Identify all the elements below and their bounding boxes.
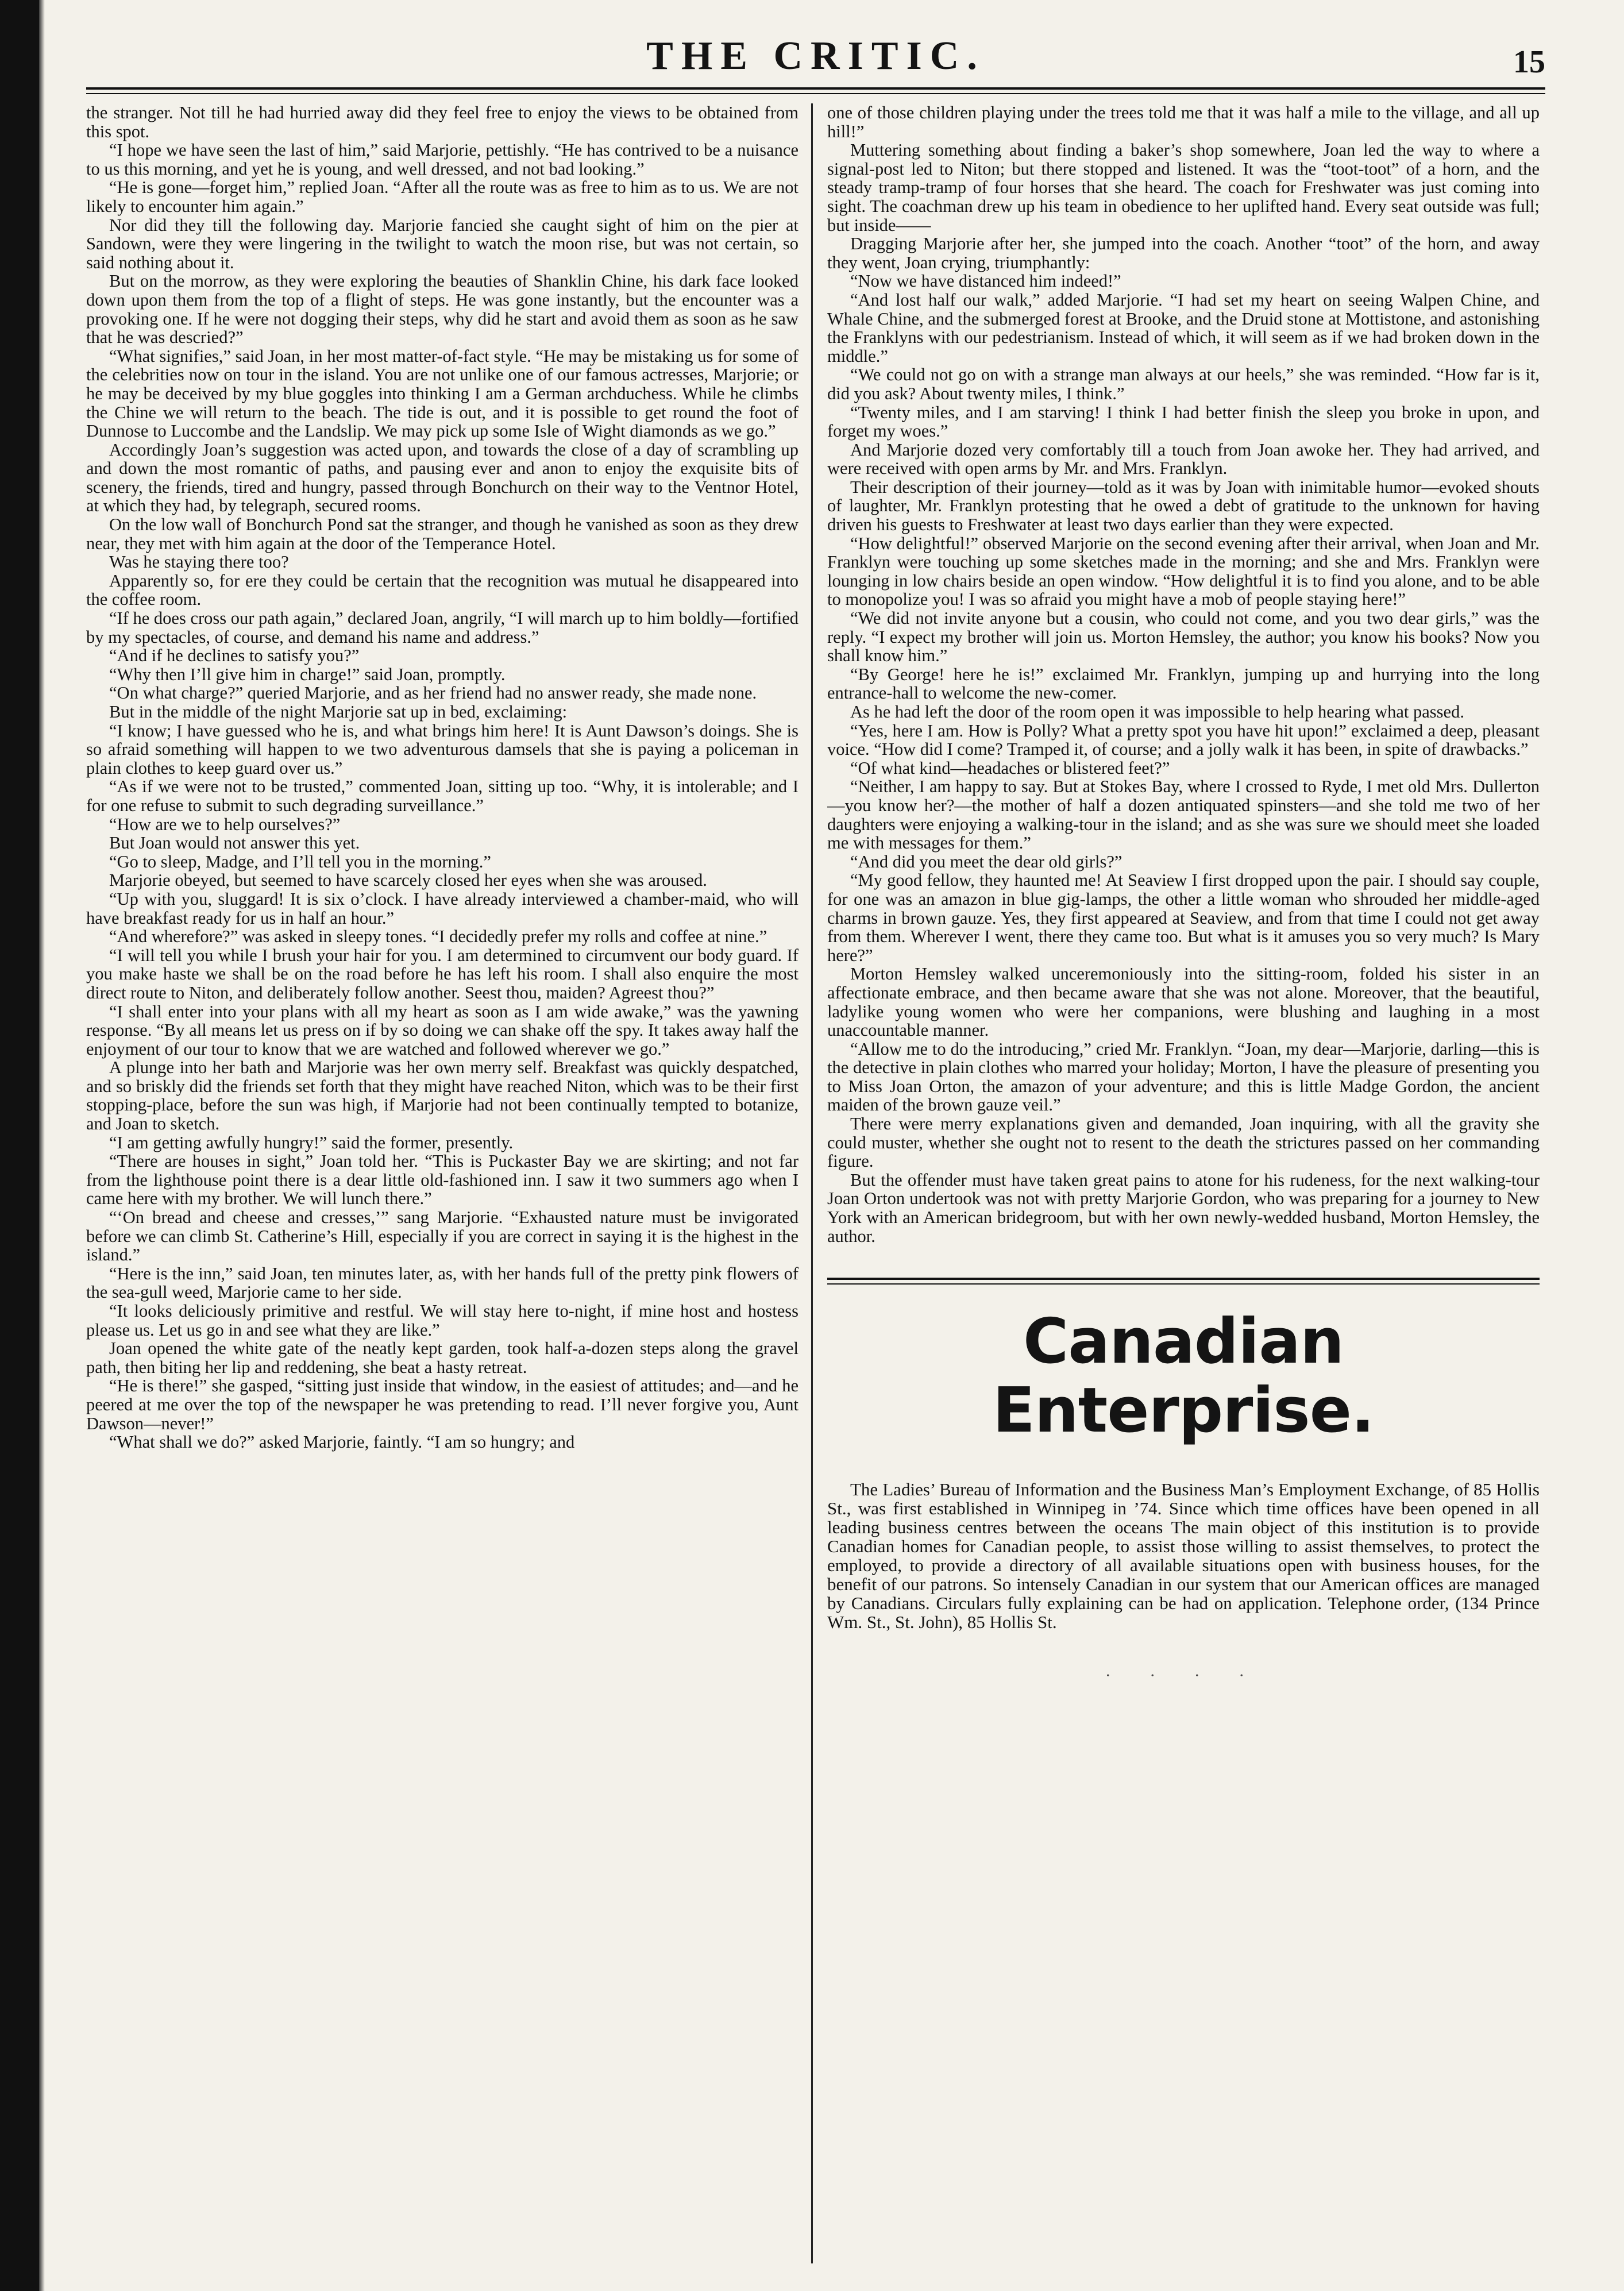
paragraph: “How are we to help ourselves?” bbox=[109, 814, 341, 834]
advertisement-heading: Canadian Enterprise. bbox=[993, 1306, 1374, 1447]
paragraph: “How delightful!” observed Marjorie on the second evening after their arrival, when Joan and Mr. Franklyn were touching up some sketches made in the morning; and she and Mrs. Franklyn were lounging in low chairs beside an open window. “How delightful it is to find you alone, and to be able to monopolize you! I was so afraid you might have a mob of people staying here!” bbox=[827, 533, 1540, 610]
paragraph: “My good fellow, they haunted me! At Seaview I first dropped upon the pair. I should say couple, for one was an amazon in blue gig-lamps, the other a little woman who shrouded her middle-aged charms in brown gauze. Yes, they first appeared at Seaview, and from that time I could not get away from them. Wherever I went, there they came too. But what is it amuses you so very much? Is Mary here?” bbox=[827, 870, 1540, 965]
paragraph: “Yes, here I am. How is Polly? What a pretty spot you have hit upon!” exclaimed a deep, pleasant voice. “How did I come? Tramped it, of course; and a jolly walk it has been, in spite of drawbacks.” bbox=[827, 720, 1540, 759]
paragraph: Joan opened the white gate of the neatly kept garden, took half-a-dozen steps along the gravel path, then biting her lip and reddening, she beat a hasty retreat. bbox=[86, 1339, 799, 1377]
paragraph: “‘On bread and cheese and cresses,’” sang Marjorie. “Exhausted nature must be invigorated before we can climb St. Catherine’s Hill, especially if you are correct in saying it is the highest in the island.” bbox=[86, 1208, 799, 1265]
paragraph: A plunge into her bath and Marjorie was her own merry self. Breakfast was quickly despatched, and so briskly did the friends set forth that they might have reached Niton, which was to be their first stopping-place, before the sun was high, if Marjorie had not been continually tempted to botanize, and Joan to sketch. bbox=[86, 1058, 799, 1134]
paragraph: “Of what kind—headaches or blistered feet?” bbox=[850, 758, 1170, 778]
masthead-rule bbox=[86, 87, 1545, 94]
paragraph: “Go to sleep, Madge, and I’ll tell you in the morning.” bbox=[109, 851, 491, 871]
paragraph: “Here is the inn,” said Joan, ten minutes later, as, with her hands full of the pretty pink flowers of the sea-gull weed, Marjorie came to her side. bbox=[86, 1263, 799, 1302]
paragraph: “I will tell you while I brush your hair for you. I am determined to circumvent our body guard. If you make haste we shall be on the road before he has left his room. I shall also enquire the most direct route to Niton, and deliberately follow another. Seest thou, maiden? Agreest thou?” bbox=[86, 945, 799, 1002]
paragraph: Dragging Marjorie after her, she jumped into the coach. Another “toot” of the horn, and away they went, Joan crying, triumphantly: bbox=[827, 234, 1540, 272]
paragraph: “We did not invite anyone but a cousin, who could not come, and you two dear girls,” was the reply. “I expect my brother will join us. Morton Hemsley, the author; you know his books? Now you shall know him.” bbox=[827, 608, 1540, 666]
paragraph: “And if he declines to satisfy you?” bbox=[109, 646, 360, 666]
paragraph: “By George! here he is!” exclaimed Mr. Franklyn, jumping up and hurrying into the long entrance-hall to welcome the new-comer. bbox=[827, 664, 1540, 703]
column-divider bbox=[811, 103, 813, 2263]
paragraph: “As if we were not to be trusted,” commented Joan, sitting up too. “Why, it is intolerable; and I for one refuse to submit to such degrading surveillance.” bbox=[86, 777, 799, 815]
paragraph: But the offender must have taken great pains to atone for his rudeness, for the next walking-tour Joan Orton undertook was not with pretty Marjorie Gordon, who was preparing for a journey to New York with an American bridegroom, but with her own newly-wedded husband, Morton Hemsley, the author. bbox=[827, 1170, 1540, 1246]
paragraph: “Now we have distanced him indeed!” bbox=[850, 271, 1121, 291]
paragraph: “Why then I’ll give him in charge!” said Joan, promptly. bbox=[109, 664, 506, 684]
page-number: 15 bbox=[1513, 44, 1545, 80]
paragraph: On the low wall of Bonchurch Pond sat the stranger, and though he vanished as soon as they drew near, they met with him again at the door of the Temperance Hotel. bbox=[86, 515, 799, 553]
paragraph: “Twenty miles, and I am starving! I think I had better finish the sleep you broke in upon, and forget my woes.” bbox=[827, 402, 1540, 441]
paragraph: “I know; I have guessed who he is, and what brings him here! It is Aunt Dawson’s doings. She is so afraid something will happen to we two adventurous damsels that she is paying a policeman in plain clothes to keep guard over us.” bbox=[86, 720, 799, 778]
paragraph: “It looks deliciously primitive and restful. We will stay here to-night, if mine host and hostess please us. Let us go in and see what they are like.” bbox=[86, 1301, 799, 1340]
paragraph: one of those children playing under the trees told me that it was half a mile to the village, and all up hill!” bbox=[827, 103, 1540, 141]
paragraph: “On what charge?” queried Marjorie, and as her friend had no answer ready, she made none. bbox=[109, 683, 757, 703]
paragraph: “If he does cross our path again,” declared Joan, angrily, “I will march up to him boldly—fortified by my spectacles, of course, and demand his name and address.” bbox=[86, 608, 799, 647]
paragraph: Nor did they till the following day. Marjorie fancied she caught sight of him on the pier at Sandown, were they were lingering in the twilight to watch the moon rise, but was not certain, so said nothing about it. bbox=[86, 215, 799, 272]
paragraph: There were merry explanations given and demanded, Joan inquiring, with all the gravity she could muster, whether she ought not to resent to the death the strictures passed on her commanding figure. bbox=[827, 1114, 1540, 1171]
paragraph: “What signifies,” said Joan, in her most matter-of-fact style. “He may be mistaking us for some of the celebrities now on tour in the island. You are not unlike one of our famous actresses, Marjorie; or he may be deceived by my blue goggles into thinking I am a German archduchess. While he climbs the Chine we will return to the beach. The tide is out, and it is possible to get round the foot of Dunnose to Luccombe and the Landslip. We may pick up some Isle of Wight diamonds as we go.” bbox=[86, 346, 799, 441]
paragraph: And Marjorie dozed very comfortably till a touch from Joan awoke her. They had arrived, and were received with open arms by Mr. and Mrs. Franklyn. bbox=[827, 439, 1540, 479]
paragraph: Apparently so, for ere they could be certain that the recognition was mutual he disappeared into the coffee room. bbox=[86, 570, 799, 610]
left-column bbox=[86, 103, 799, 2263]
paragraph: “What shall we do?” asked Marjorie, faintly. “I am so hungry; and bbox=[109, 1432, 575, 1452]
paragraph: “He is there!” she gasped, “sitting just inside that window, in the easiest of attitudes; and—and he peered at me over the top of the newspaper he was pretending to read. I’ll never forgive you, Aunt Dawson—never!” bbox=[86, 1376, 799, 1433]
paragraph: “Neither, I am happy to say. But at Stokes Bay, where I crossed to Ryde, I met old Mrs. Dullerton—you know her?—the mother of half a dozen antiquated spinsters—and she told me two of her daughters were enjoying a walking-tour in the island; and as she was sure we should meet she loaded me with messages for them.” bbox=[827, 777, 1540, 853]
right-column bbox=[827, 103, 1540, 2263]
paragraph: Morton Hemsley walked unceremoniously into the sitting-room, folded his sister in an affectionate embrace, and then became aware that she was not alone. Moreover, that the beautiful, ladylike young women who were her companions, were blushing and laughing in a most unaccountable manner. bbox=[827, 964, 1540, 1040]
binding-shadow bbox=[39, 0, 45, 2291]
paragraph: As he had left the door of the room open it was impossible to help hearing what passed. bbox=[850, 702, 1464, 722]
paragraph: Was he staying there too? bbox=[109, 552, 289, 572]
paragraph: “And wherefore?” was asked in sleepy tones. “I decidedly prefer my rolls and coffee at nine.” bbox=[109, 927, 767, 947]
paragraph: “There are houses in sight,” Joan told her. “This is Puckaster Bay we are skirting; and not far from the lighthouse point there is a dear little old-fashioned inn. I saw it two summers ago when I came here with my brother. We will lunch there.” bbox=[86, 1151, 799, 1209]
paragraph: Marjorie obeyed, but seemed to have scarcely closed her eyes when she was aroused. bbox=[109, 870, 707, 890]
paragraph: “I shall enter into your plans with all my heart as soon as I am wide awake,” was the yawning response. “By all means let us press on if by so doing we can shake off the spy. It takes away half the enjoyment of our tour to know that we are watched and followed wherever we go.” bbox=[86, 1001, 799, 1059]
masthead-title: THE CRITIC. bbox=[646, 34, 985, 78]
paragraph: But on the morrow, as they were exploring the beauties of Shanklin Chine, his dark face looked down upon them from the top of a flight of steps. He was gone instantly, but the encounter was a provoking one. If he were not dogging their steps, why did he start and avoid them as soon as he saw that he was descried?” bbox=[86, 271, 799, 348]
masthead bbox=[86, 23, 1545, 80]
binding-spine bbox=[0, 0, 39, 2291]
paragraph: “We could not go on with a strange man always at our heels,” she was reminded. “How far is it, did you ask? About twenty miles, I think.” bbox=[827, 365, 1540, 403]
paragraph: “I hope we have seen the last of him,” said Marjorie, pettishly. “He has contrived to be a nuisance to us this morning, and yet he is young, and well dressed, and not bad looking.” bbox=[86, 140, 799, 179]
advertisement-body: The Ladies’ Bureau of Information and the Business Man’s Employment Exchange, of 85 Hollis St., was first established in Winnipeg in ’74. Since which time offices have been opened in all leading business centres between the oceans The main object of this institution is to provide Canadian homes for Canadian people, to assist those willing to assist themselves, to protect the employed, to provide a directory of all available situations open with business houses, for the benefit of our patrons. So intensely Canadian in our system that our American offices are managed by Canadians. Circulars fully explaining can be had on application. Telephone order, (134 Prince Wm. St., St. John), 85 Hollis St. bbox=[827, 1479, 1540, 1633]
section-rule bbox=[827, 1278, 1540, 1285]
paragraph: “And did you meet the dear old girls?” bbox=[850, 851, 1122, 871]
paragraph: “He is gone—forget him,” replied Joan. “After all the route was as free to him as to us. We are not likely to encounter him again.” bbox=[86, 178, 799, 216]
paragraph: “I am getting awfully hungry!” said the former, presently. bbox=[109, 1132, 514, 1152]
paragraph: But in the middle of the night Marjorie sat up in bed, exclaiming: bbox=[109, 702, 568, 722]
paragraph: “And lost half our walk,” added Marjorie. “I had set my heart on seeing Walpen Chine, and Whale Chine, and the submerged forest at Brooke, and the Druid stone at Mottistone, and astonishing the Franklyns with our pedestrianism. Instead of which, it will seem as if we had broken down in the middle.” bbox=[827, 290, 1540, 366]
right-column-story bbox=[827, 103, 1540, 1245]
print-specks: · · · · bbox=[1105, 1666, 1262, 1686]
paragraph: the stranger. Not till he had hurried away did they feel free to enjoy the views to be obtained from this spot. bbox=[86, 103, 799, 141]
newspaper-page bbox=[86, 23, 1545, 2263]
article-columns bbox=[86, 103, 1545, 2263]
paragraph: Muttering something about finding a baker’s shop somewhere, Joan led the way to where a signal-post led to Niton; but there stopped and listened. It was the “toot-toot” of a horn, and the steady tramp-tramp of four horses that she heard. The coach for Freshwater was just coming into sight. The coachman drew up his team in obedience to her uplifted hand. Every seat outside was full; but inside—— bbox=[827, 140, 1540, 235]
paragraph: “Up with you, sluggard! It is six o’clock. I have already interviewed a chamber-maid, who will have breakfast ready for us in half an hour.” bbox=[86, 889, 799, 928]
paragraph: Accordingly Joan’s suggestion was acted upon, and towards the close of a day of scrambling up and down the most romantic of paths, and pausing ever and anon to enjoy the exquisite bits of scenery, the friends, tired and hungry, passed through Bonchurch on their way to the Ventnor Hotel, at which they had, by telegraph, secured rooms. bbox=[86, 439, 799, 516]
paragraph: But Joan would not answer this yet. bbox=[109, 833, 360, 853]
paragraph: Their description of their journey—told as it was by Joan with inimitable humor—evoked shouts of laughter, Mr. Franklyn protesting that he owed a debt of gratitude to the unknown for having driven his guests to Freshwater at least two days earlier than they were expected. bbox=[827, 477, 1540, 535]
paragraph: “Allow me to do the introducing,” cried Mr. Franklyn. “Joan, my dear—Marjorie, darling—this is the detective in plain clothes who marred your holiday; Morton, I have the pleasure of presenting you to Miss Joan Orton, the amazon of your adventure; and this is little Madge Gordon, the ancient maiden of the brown gauze veil.” bbox=[827, 1039, 1540, 1115]
